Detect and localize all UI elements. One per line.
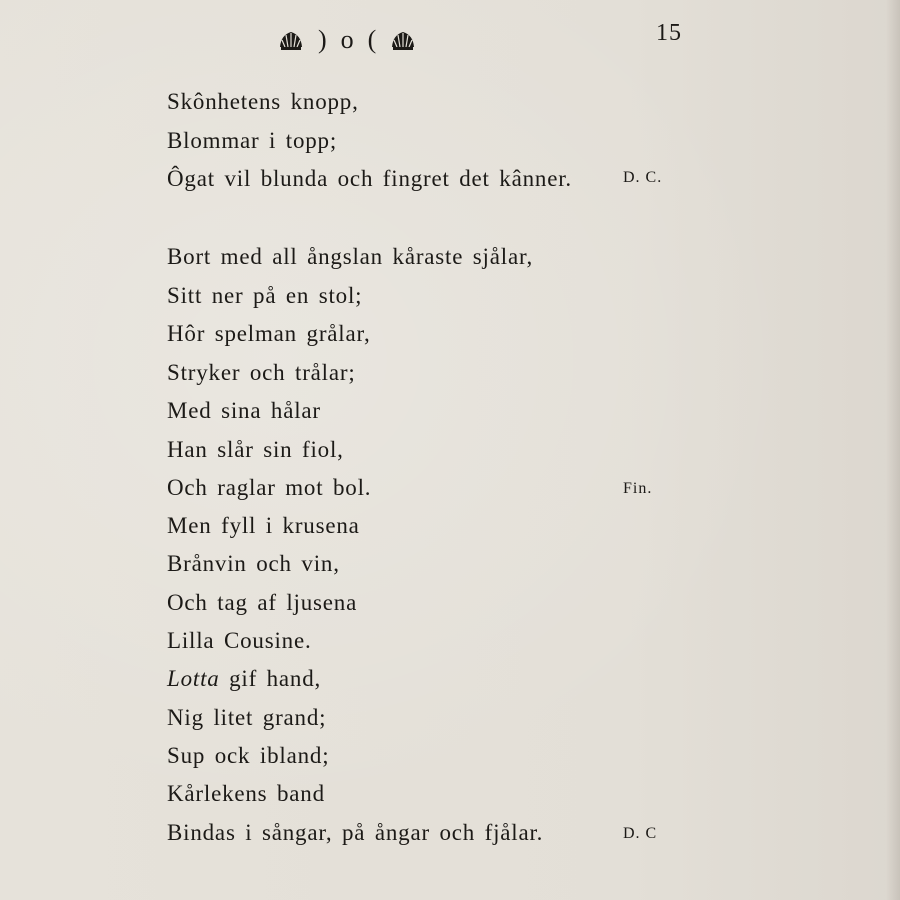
verse-line: Sup ock ibland; <box>167 743 330 768</box>
verse-line: Hôr spelman grålar, <box>167 321 371 346</box>
verse-line: Men fyll i krusena <box>167 513 360 538</box>
page-header-ornament <box>278 22 416 58</box>
verse-line: Stryker och trålar; <box>167 360 356 385</box>
verse-line-rest: gif hand, <box>219 666 322 691</box>
verse-line: Bindas i sångar, på ångar och fjålar. <box>167 820 544 845</box>
da-capo-mark: D. C. <box>623 169 663 186</box>
shell-ornament-left-icon <box>278 29 304 51</box>
verse-line: Nig litet grand; <box>167 705 327 730</box>
verse-line: Brånvin och vin, <box>167 551 340 576</box>
verse-line: Blommar i topp; <box>167 128 338 153</box>
verse-line: Sitt ner på en stol; <box>167 283 363 308</box>
shell-ornament-right-icon <box>390 29 416 51</box>
verse-line: Och tag af ljusena <box>167 590 358 615</box>
verse-line-with-name <box>167 665 321 693</box>
page-number: 15 <box>656 20 682 46</box>
verse-line: Lilla Cousine. <box>167 628 312 653</box>
verse-line: Han slår sin fiol, <box>167 437 344 462</box>
verse-line: Och raglar mot bol. <box>167 475 372 500</box>
fine-mark: Fin. <box>623 480 653 497</box>
header-paren-left: ) <box>318 25 327 54</box>
verse-line: Skônhetens knopp, <box>167 89 359 114</box>
da-capo-mark-end: D. C <box>623 825 658 842</box>
verse-line: Kårlekens band <box>167 781 325 806</box>
verse-line: Bort med all ångslan kåraste sjålar, <box>167 244 534 269</box>
header-paren-right: ( <box>367 25 377 54</box>
verse-line: Med sina hålar <box>167 398 321 423</box>
page-edge-shadow <box>886 0 900 900</box>
verse-italic-name: Lotta <box>167 666 220 691</box>
verse-line: Ôgat vil blunda och fingret det kânner. <box>167 166 572 191</box>
header-center-mark: o <box>340 25 354 54</box>
